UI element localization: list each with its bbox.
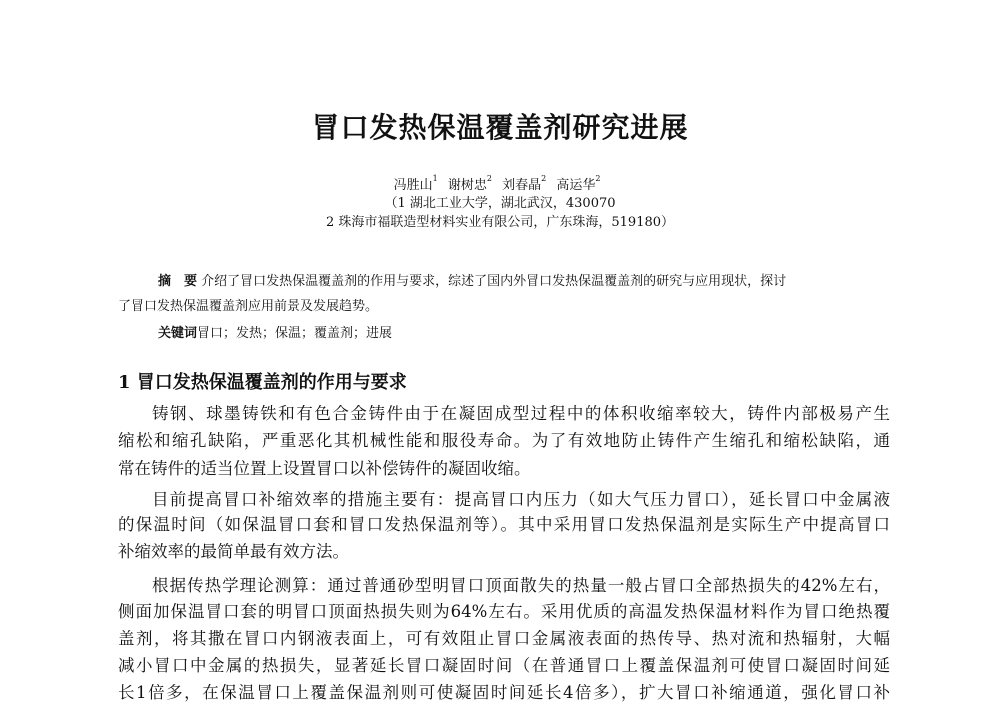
- abstract-line-2: 了冒口发热保温覆盖剂应用前景及发展趋势。: [118, 299, 379, 314]
- keywords-text: 冒口；发热；保温；覆盖剂；进展: [197, 326, 393, 341]
- affiliation-2: 2 珠海市福联造型材料实业有限公司，广东珠海，519180）: [325, 215, 675, 230]
- abstract-line-1: [158, 270, 786, 289]
- paragraph-line: 侧面加保温冒口套的明冒口顶面热损失则为64%左右。采用优质的高温发热保温材料作为冒口绝热覆: [118, 602, 890, 621]
- paragraph-line: 缩松和缩孔缺陷，严重恶化其机械性能和服役寿命。为了有效地防止铸件产生缩孔和缩松缺陷，通: [118, 431, 890, 450]
- abstract-label: 摘 要: [158, 274, 198, 289]
- paragraph-line: 铸钢、球墨铸铁和有色合金铸件由于在凝固成型过程中的体积收缩率较大，铸件内部极易产生: [152, 404, 890, 423]
- paragraph-line: 盖剂，将其撒在冒口内钢液表面上，可有效阻止冒口金属液表面的热传导、热对流和热辐射，大幅: [118, 629, 890, 648]
- keywords: [158, 322, 392, 341]
- keywords-label: 关键词: [158, 326, 198, 341]
- author: 谢树忠: [447, 178, 487, 193]
- author-affiliation-mark: 2: [595, 174, 601, 183]
- author-affiliation-mark: 2: [541, 174, 547, 183]
- author: 冯胜山: [393, 178, 433, 193]
- author-affiliation-mark: 2: [486, 174, 492, 183]
- paragraph-line: 目前提高冒口补缩效率的措施主要有：提高冒口内压力（如大气压力冒口），延长冒口中金属液: [152, 490, 890, 509]
- paragraph-line: 根据传热学理论测算：通过普通砂型明冒口顶面散失的热量一般占冒口全部热损失的42%左右，: [152, 576, 890, 595]
- paper-title: 冒口发热保温覆盖剂研究进展: [311, 111, 689, 144]
- author: 高运华: [556, 178, 596, 193]
- author-list: [0, 174, 1000, 193]
- paragraph-line: 补缩效率的最简单最有效方法。: [118, 542, 349, 561]
- paragraph-line: 的保温时间（如保温冒口套和冒口发热保温剂等）。其中采用冒口发热保温剂是实际生产中提高冒口: [118, 515, 890, 534]
- affiliation-1: （1 湖北工业大学，湖北武汉，430070: [384, 196, 616, 211]
- section-heading: 1 冒口发热保温覆盖剂的作用与要求: [118, 372, 407, 393]
- paragraph-line: 减小冒口中金属的热损失，显著延长冒口凝固时间（在普通冒口上覆盖保温剂可使冒口凝固时间延: [118, 656, 890, 675]
- author: 刘春晶: [502, 178, 542, 193]
- paragraph-line: 常在铸件的适当位置上设置冒口以补偿铸件的凝固收缩。: [118, 459, 531, 478]
- author-affiliation-mark: 1: [432, 174, 438, 183]
- abstract-text: 介绍了冒口发热保温覆盖剂的作用与要求，综述了国内外冒口发热保温覆盖剂的研究与应用现状，探讨: [201, 274, 787, 289]
- paragraph-line: 长1倍多，在保温冒口上覆盖保温剂则可使凝固时间延长4倍多），扩大冒口补缩通道，强化冒口补: [118, 683, 890, 702]
